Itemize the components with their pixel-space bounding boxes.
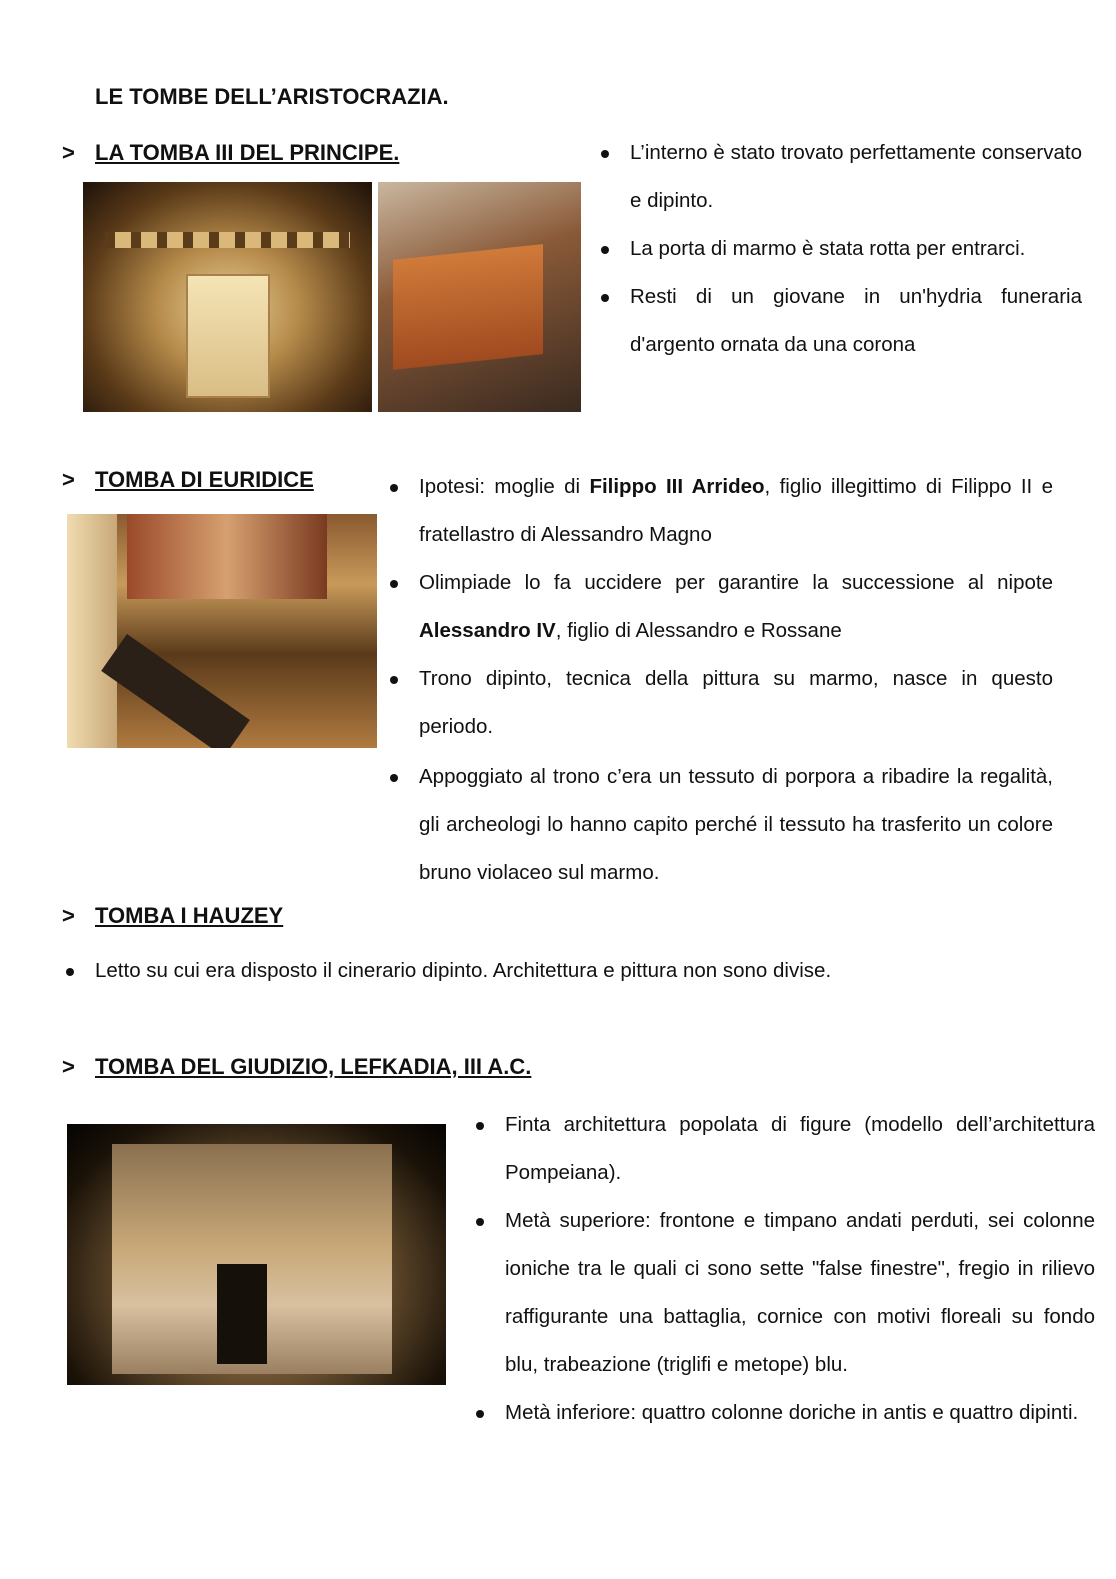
list-item: Finta architettura popolata di figure (modello dell’architettura Pompeiana). bbox=[505, 1101, 1095, 1197]
arrow-marker: > bbox=[62, 140, 75, 165]
bullet-icon bbox=[601, 150, 609, 158]
bullet-list bbox=[95, 947, 1085, 995]
tomb-facade-photo bbox=[83, 182, 372, 412]
list-item: Trono dipinto, tecnica della pittura su marmo, nasce in questo periodo. bbox=[419, 655, 1053, 751]
bullet-icon bbox=[390, 580, 398, 588]
list-item: La porta di marmo è stata rotta per entrarci. bbox=[630, 225, 1082, 273]
bullet-icon bbox=[601, 246, 609, 254]
list-item: Olimpiade lo fa uccidere per garantire la successione al nipote Alessandro IV, figlio di Alessandro e Rossane bbox=[419, 559, 1053, 655]
heading-label: TOMBA DEL GIUDIZIO, LEFKADIA, III A.C. bbox=[95, 1054, 532, 1079]
bullet-icon bbox=[476, 1410, 484, 1418]
arrow-marker: > bbox=[62, 467, 75, 492]
tomb-of-judgement-photo bbox=[67, 1124, 446, 1385]
list-item: Appoggiato al trono c’era un tessuto di porpora a ribadire la regalità, gli archeologi lo hanno capito perché il tessuto ha trasferito un colore bruno violaceo sul marmo. bbox=[419, 753, 1053, 897]
bullet-icon bbox=[476, 1122, 484, 1130]
list-item: Ipotesi: moglie di Filippo III Arrideo, figlio illegittimo di Filippo II e fratellastro di Alessandro Magno bbox=[419, 463, 1053, 559]
hydria-chest-photo bbox=[378, 182, 581, 412]
list-item: Letto su cui era disposto il cinerario dipinto. Architettura e pittura non sono divise. bbox=[95, 947, 1085, 995]
page-title: LE TOMBE DELL’ARISTOCRAZIA. bbox=[95, 84, 449, 109]
bullet-icon bbox=[66, 968, 74, 976]
arrow-marker: > bbox=[62, 903, 75, 928]
bullet-list bbox=[505, 1101, 1095, 1437]
section-heading-euridice bbox=[62, 467, 314, 493]
list-item: Resti di un giovane in un'hydria funeraria d'argento ornata da una corona bbox=[630, 273, 1082, 369]
bullet-icon bbox=[476, 1218, 484, 1226]
section-heading-giudizio bbox=[62, 1054, 532, 1080]
section-heading-hauzey bbox=[62, 903, 284, 929]
heading-label: LA TOMBA III DEL PRINCIPE. bbox=[95, 140, 400, 165]
bullet-icon bbox=[390, 676, 398, 684]
bullet-icon bbox=[390, 484, 398, 492]
heading-label: TOMBA DI EURIDICE bbox=[95, 467, 314, 492]
arrow-marker: > bbox=[62, 1054, 75, 1079]
list-item: Metà superiore: frontone e timpano andati perduti, sei colonne ioniche tra le quali ci sono sette "false finestre", fregio in rilievo raffigurante una battaglia, cornice con motivi floreali su fondo blu, trabeazione (triglifi e metope) blu. bbox=[505, 1197, 1095, 1389]
bullet-icon bbox=[390, 774, 398, 782]
list-item: L’interno è stato trovato perfettamente conservato e dipinto. bbox=[630, 129, 1082, 225]
heading-label: TOMBA I HAUZEY bbox=[95, 903, 284, 928]
section-heading-tomba-principe bbox=[62, 140, 400, 166]
bullet-list bbox=[630, 129, 1082, 369]
painted-throne-photo bbox=[67, 514, 377, 748]
bullet-icon bbox=[601, 294, 609, 302]
list-item: Metà inferiore: quattro colonne doriche in antis e quattro dipinti. bbox=[505, 1389, 1095, 1437]
bullet-list bbox=[419, 463, 1053, 897]
